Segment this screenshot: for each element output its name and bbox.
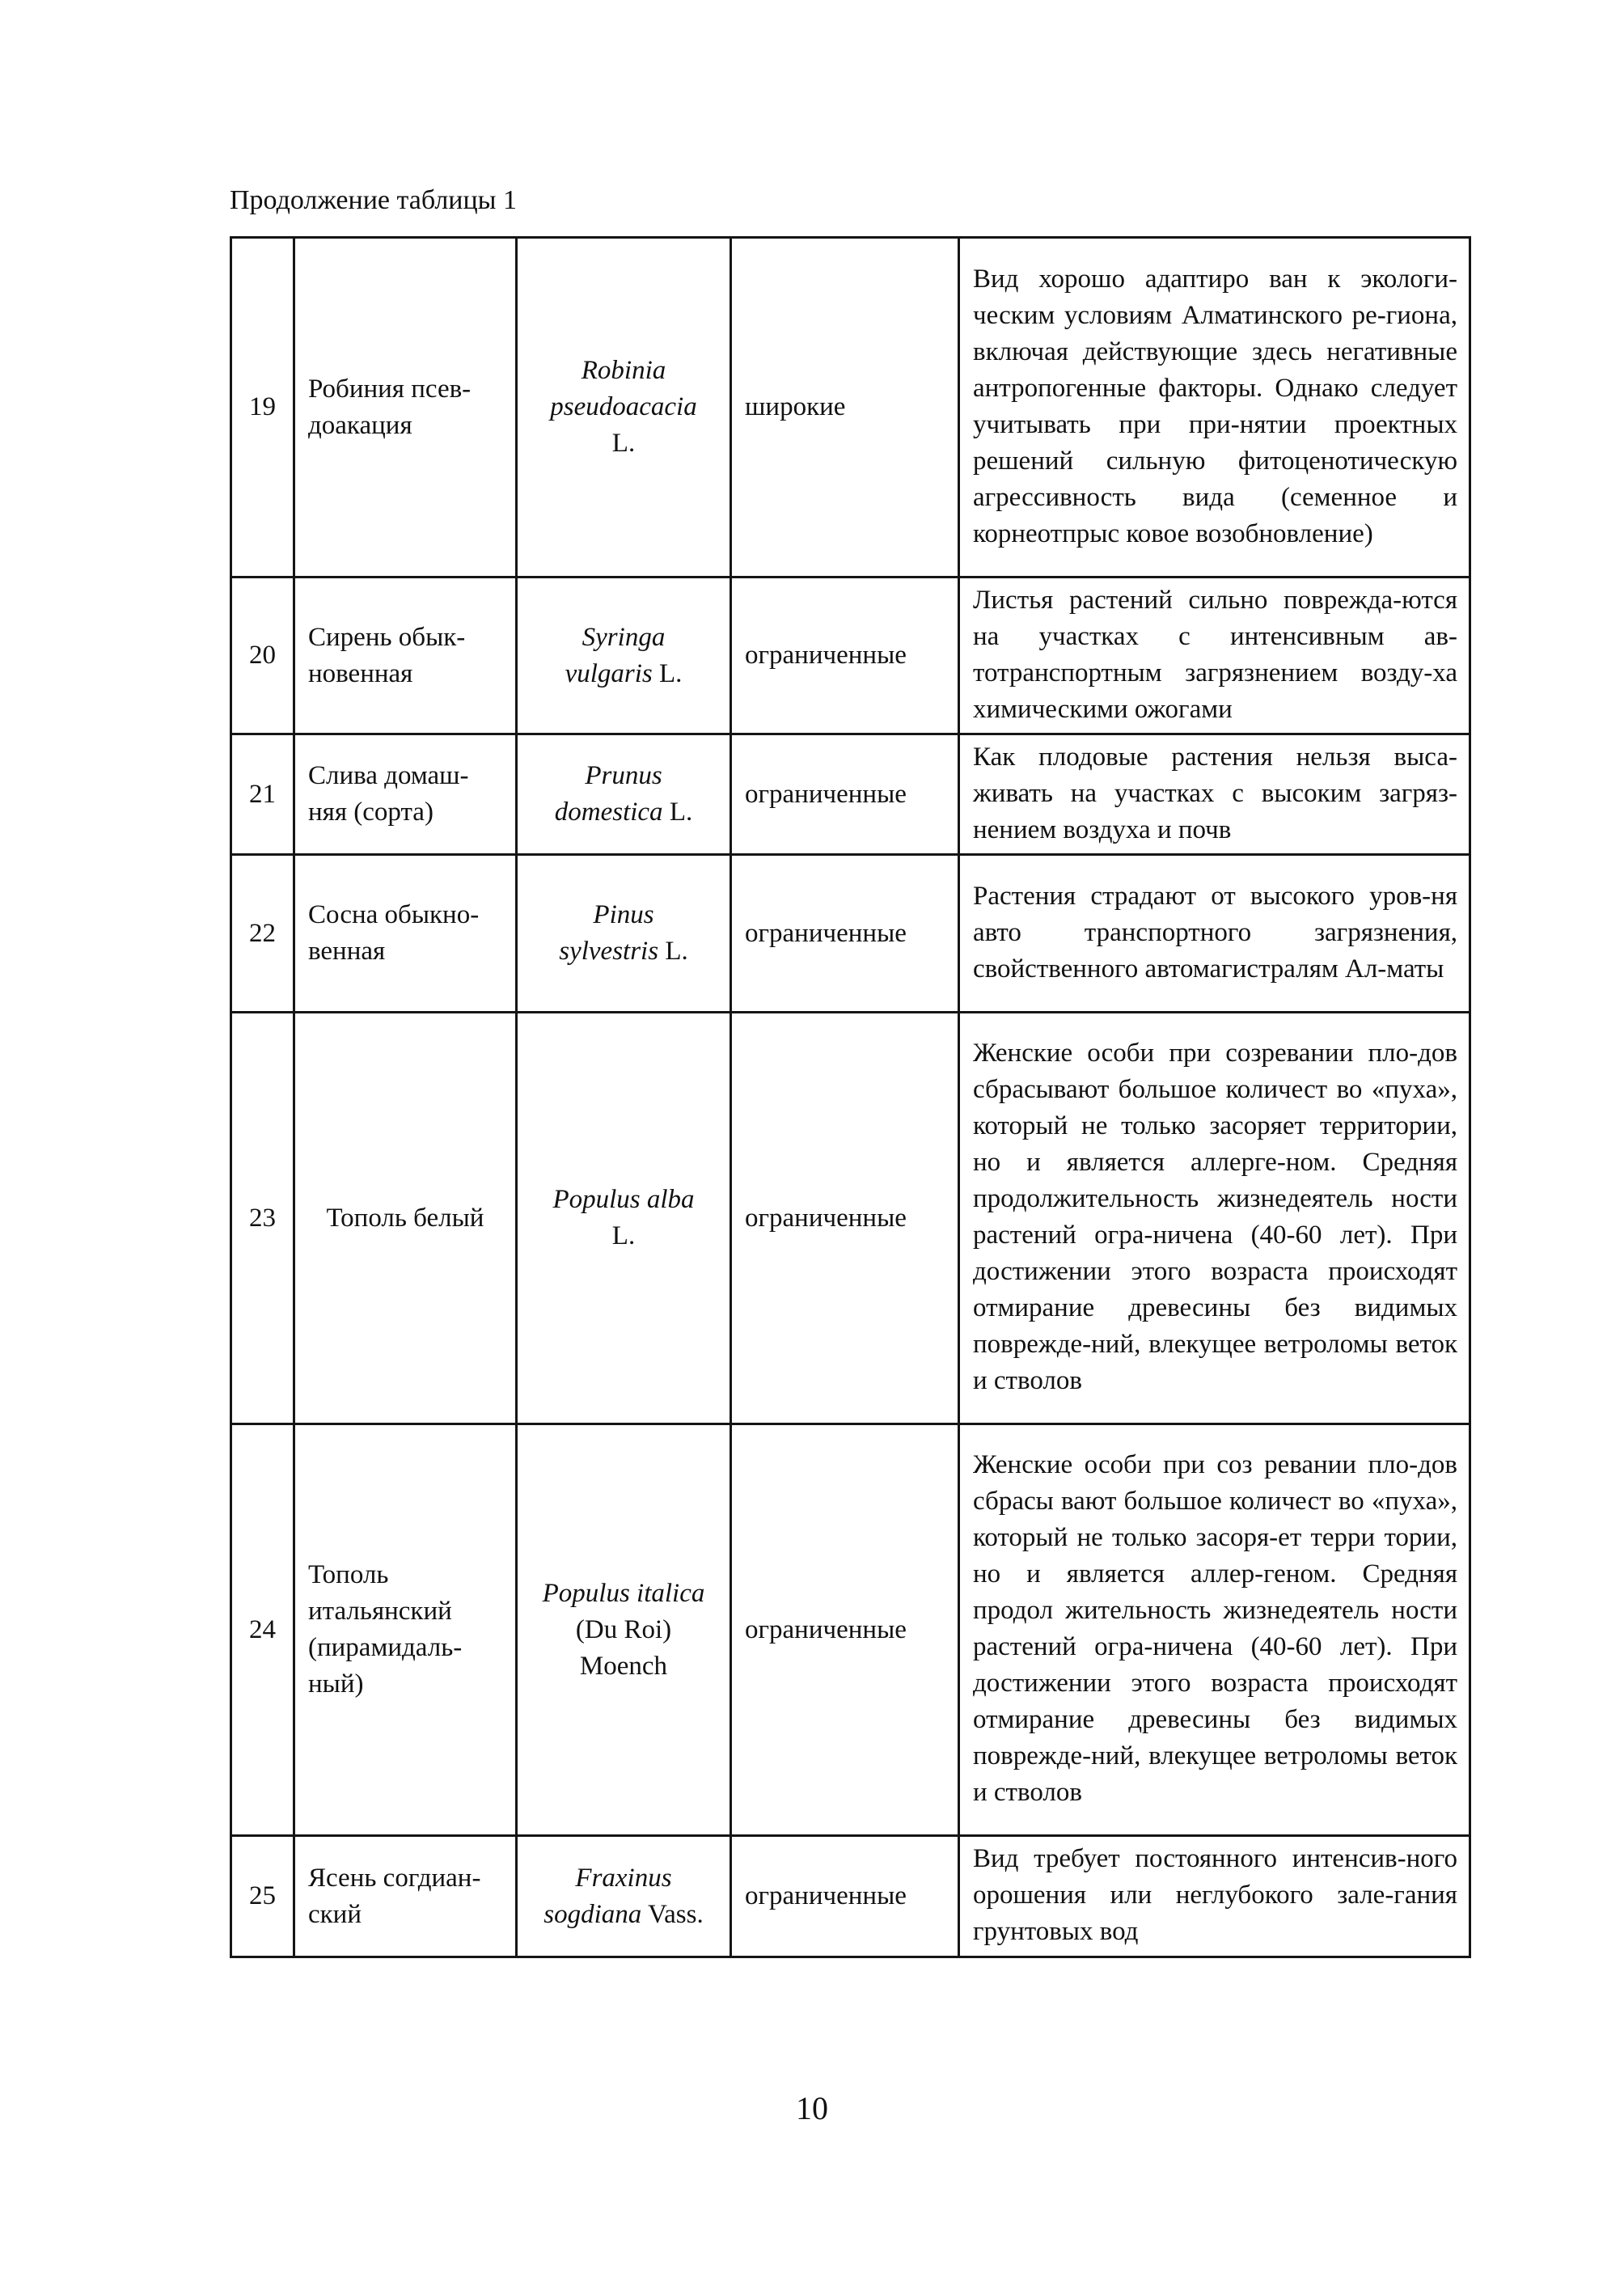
row-number: 23 [231, 1013, 294, 1424]
latin-name: Populus italica (Du Roi) Moench [517, 1424, 731, 1836]
usage-range: ограниченные [731, 577, 959, 734]
latin-name: Syringa vulgaris L. [517, 577, 731, 734]
latin-name: Fraxinus sogdiana Vass. [517, 1836, 731, 1957]
latin-name: Prunus domestica L. [517, 734, 731, 855]
russian-name: Робиния псев- доакация [294, 238, 517, 577]
description: Листья растений сильно поврежда-ются на участках с интенсивным ав-тотранспортным загрязнением возду-ха химическими ожогами [959, 577, 1470, 734]
latin-name: Pinus sylvestris L. [517, 855, 731, 1013]
row-number: 20 [231, 577, 294, 734]
russian-name: Сосна обыкно- венная [294, 855, 517, 1013]
row-number: 19 [231, 238, 294, 577]
row-number: 24 [231, 1424, 294, 1836]
usage-range: ограниченные [731, 1013, 959, 1424]
description: Вид хорошо адаптиро ван к экологи-ческим условиям Алматинского ре-гиона, включая действующие здесь негативные антропогенные факторы. Однако следует учитывать при при-нятии проектных решений сильную фитоценотическую агрессивность вида (семенное и корнеотпрыс ковое возобновление) [959, 238, 1470, 577]
row-number: 21 [231, 734, 294, 855]
description: Как плодовые растения нельзя выса-живать на участках с высоким загряз-нением воздуха и почв [959, 734, 1470, 855]
usage-range: ограниченные [731, 1836, 959, 1957]
usage-range: широкие [731, 238, 959, 577]
russian-name: Тополь белый [294, 1013, 517, 1424]
table-row [231, 1013, 1470, 1424]
table-caption: Продолжение таблицы 1 [230, 185, 518, 215]
row-number: 22 [231, 855, 294, 1013]
russian-name: Слива домаш- няя (сорта) [294, 734, 517, 855]
table-row [231, 577, 1470, 734]
usage-range: ограниченные [731, 734, 959, 855]
row-number: 25 [231, 1836, 294, 1957]
table-row [231, 1836, 1470, 1957]
description: Растения страдают от высокого уров-ня авто транспортного загрязнения, свойственного автомагистралям Ал-маты [959, 855, 1470, 1013]
russian-name: Сирень обык- новенная [294, 577, 517, 734]
table-row [231, 1424, 1470, 1836]
latin-name: Populus alba L. [517, 1013, 731, 1424]
latin-name: Robinia pseudoacacia L. [517, 238, 731, 577]
page-number: 10 [796, 2090, 828, 2126]
description: Женские особи при созревании пло-дов сбрасывают большое количест во «пуха», который не только засоряет территории, но и является аллерге-ном. Средняя продолжительность жизнедеятель ности растений огра-ничена (40-60 лет). При достижении этого возраста происходят отмирание древесины без видимых поврежде-ний, влекущее ветроломы веток и стволов [959, 1013, 1470, 1424]
species-table [230, 236, 1471, 1958]
table-row [231, 238, 1470, 577]
description: Женские особи при соз ревании пло-дов сбрасы вают большое количест во «пуха», который не только засоря-ет терри тории, но и является аллер-геном. Средняя продол жительность жизнедеятель ности растений огра-ничена (40-60 лет). При достижении этого возраста происходят отмирание древесины без видимых поврежде-ний, влекущее ветроломы веток и стволов [959, 1424, 1470, 1836]
usage-range: ограниченные [731, 855, 959, 1013]
usage-range: ограниченные [731, 1424, 959, 1836]
table-row [231, 734, 1470, 855]
table-row [231, 855, 1470, 1013]
description: Вид требует постоянного интенсив-ного орошения или неглубокого зале-гания грунтовых вод [959, 1836, 1470, 1957]
russian-name: Тополь итальянский (пирамидаль- ный) [294, 1424, 517, 1836]
russian-name: Ясень согдиан- ский [294, 1836, 517, 1957]
